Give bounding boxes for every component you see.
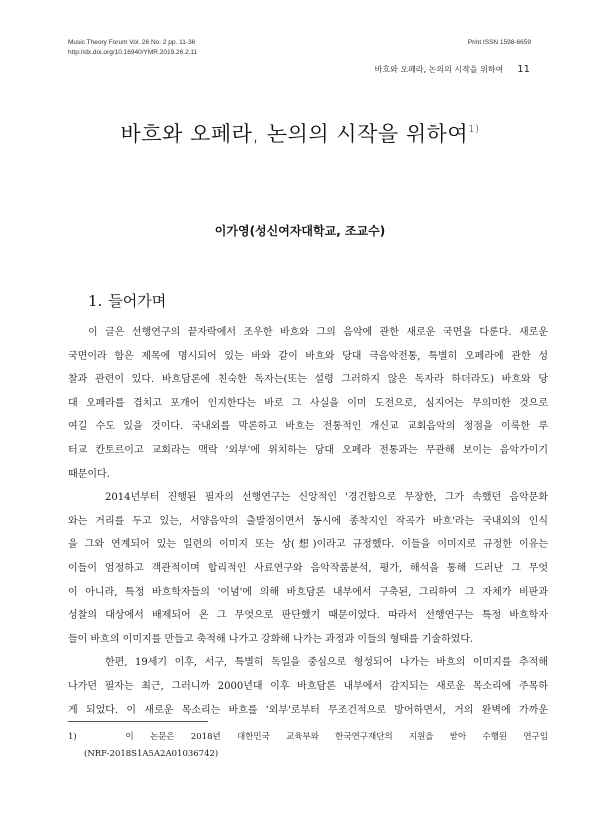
title-footnote-marker[interactable]: 1) (468, 124, 480, 135)
body-line: 을 그와 연계되어 있는 일련의 이미지 또는 상(想)이라고 규정했다. 이들을 이미지로 규정한 이유는 (68, 539, 548, 551)
body-line: 2014년부터 진행된 필자의 선행연구는 신앙적인 '경건함으로 무장한, 그가 속했던 음악문화 (105, 492, 548, 504)
body-line: 때문이다. (68, 468, 110, 480)
doi-link[interactable]: http://dx.doi.org/10.16940/YMR.2019.26.2.11 (68, 49, 198, 56)
page-number: 11 (517, 64, 530, 75)
body-text (68, 321, 548, 722)
body-line: 들이 바흐의 이미지를 만들고 축적해 나가고 강화해 나가는 과정과 이들의 형태를 기술하였다. (68, 633, 474, 645)
footnote-text: 이 논문은 2018년 대한민국 교육부와 한국연구재단의 지원을 받아 수행된 연구임 (125, 732, 548, 742)
author-affiliation: 이가영(성신여자대학교, 조교수) (214, 224, 386, 238)
body-line: 한편, 19세기 이후, 서구, 특별히 독일을 중심으로 형성되어 나가는 바흐의 이미지를 추적해 (105, 657, 548, 669)
journal-info (68, 38, 197, 58)
body-line: 이 글은 선행연구의 끝자락에서 조우한 바흐와 그의 음악에 관한 새로운 국면을 다룬다. 새로운 (88, 327, 548, 338)
body-line: 대 오페라를 겹치고 포개어 인지한다는 바로 그 사실을 이미 도전으로, 심지어는 무의미한 것으로 (68, 397, 548, 409)
article-title-text: 바흐와 오페라, 논의의 시작을 위하여 (120, 122, 469, 146)
issn: Print ISSN 1598-6659 (467, 39, 531, 46)
footnote-grant-number: (NRF-2018S1A5A2A01036742) (84, 749, 219, 759)
footnote-line (68, 729, 548, 746)
body-line: 국면이라 함은 제목에 명시되어 있는 바와 같이 바흐와 당대 극음악전통, 특별히 오페라에 관한 성 (68, 350, 548, 362)
body-line: 성찰의 대상에서 배제되어 온 그 무엇으로 판단했기 때문이었다. 따라서 선행연구는 특정 바흐학자 (68, 610, 548, 622)
running-head-title: 바흐와 오페라, 논의의 시작을 위하여 (374, 65, 504, 74)
body-line: 터교 칸토르이고 교회라는 맥락 '외부'에 위치하는 당대 오페라 전통과는 무관해 보이는 음악가이기 (68, 444, 548, 456)
section-title: 들어가며 (108, 292, 167, 310)
body-line: 여길 수도 있을 것이다. 국내외를 막론하고 바흐는 전통적인 개신교 교회음악의 정점을 이룩한 루 (68, 421, 548, 433)
running-head (375, 64, 530, 75)
body-line: 와는 거리를 두고 있는, 서양음악의 출발점이면서 동시에 종착지인 작곡가 바흐'라는 국내외의 인식 (68, 515, 548, 527)
journal-citation: Music Theory Forum Vol. 26 No. 2 pp. 11-36 (68, 39, 196, 46)
article-title (0, 118, 600, 148)
footnote-marker: 1) (68, 732, 77, 742)
body-line: 게 되었다. 이 새로운 목소리는 바흐를 '외부'로부터 무조건적으로 방어하면서, 거의 완벽에 가까운 (68, 704, 548, 716)
body-line: 이들이 엄정하고 객관적이며 합리적인 사료연구와 음악작품분석, 평가, 해석을 통해 드러난 그 무엇 (68, 562, 548, 574)
body-line: 찰과 관련이 있다. 바흐담론에 친숙한 독자는(또는 설령 그러하지 않은 독자라 하더라도) 바흐와 당 (68, 374, 548, 386)
footnote-divider (68, 721, 208, 722)
footnote (68, 729, 548, 763)
section-number: 1. (88, 292, 103, 310)
body-line: 나가던 필자는 최근, 그러니까 2000년대 이후 바흐담론 내부에서 감지되는 새로운 목소리에 주목하 (68, 680, 548, 692)
body-line: 이 아니라, 특정 바흐학자들의 '이념'에 의해 바흐담론 내부에서 구축된, 그리하여 그 자체가 비판과 (68, 586, 548, 598)
section-heading (88, 290, 166, 311)
